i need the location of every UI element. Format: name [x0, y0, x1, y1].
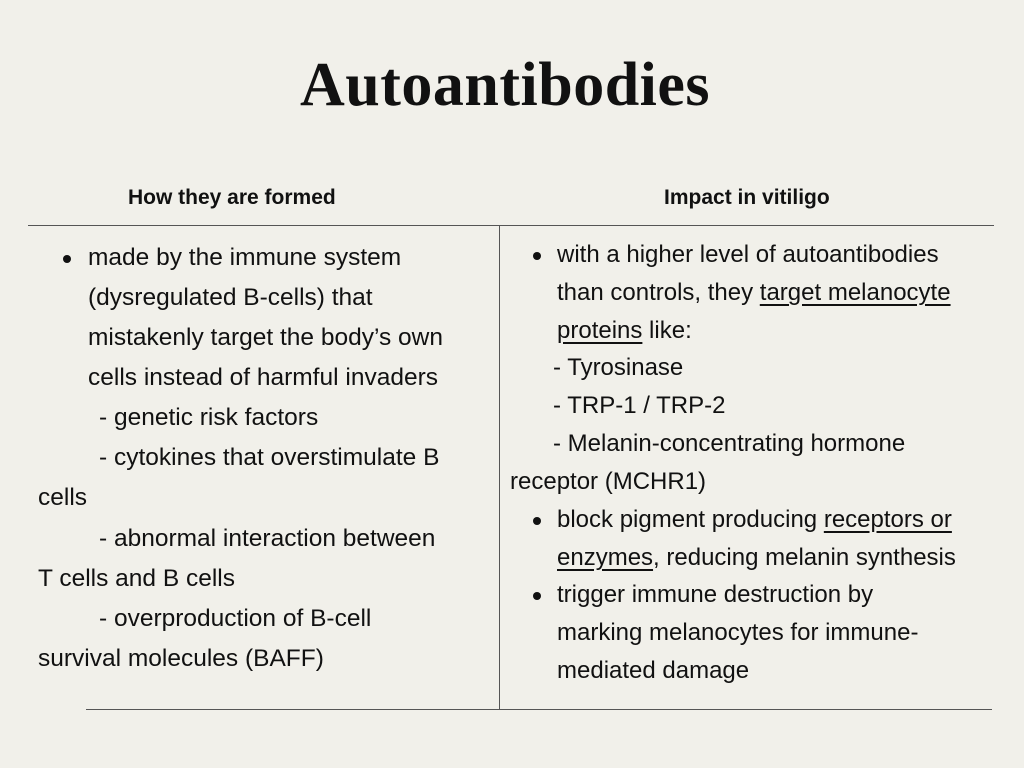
right-bullet-line: marking melanocytes for immune-: [557, 619, 919, 646]
right-bullet-line: than controls, they target melanocyte: [557, 279, 951, 306]
right-bullet-line: enzymes, reducing melanin synthesis: [557, 544, 956, 571]
column-header-formed: How they are formed: [128, 186, 336, 209]
left-sub-item-wrap: T cells and B cells: [38, 565, 235, 592]
left-sub-item: - abnormal interaction between: [99, 525, 436, 552]
left-bullet-line: mistakenly target the body’s own: [88, 324, 443, 351]
right-bullet-line: block pigment producing receptors or: [557, 506, 952, 533]
left-bullet-line: cells instead of harmful invaders: [88, 364, 438, 391]
right-sub-item: - Tyrosinase: [553, 354, 684, 381]
underlined-phrase: enzymes: [557, 544, 654, 571]
left-sub-item-wrap: cells: [38, 484, 88, 511]
right-sub-item: - Melanin-concentrating hormone: [553, 430, 906, 457]
left-bullet-line: (dysregulated B-cells) that: [88, 284, 373, 311]
right-bullet-line: proteins like:: [557, 317, 692, 344]
left-sub-item-wrap: survival molecules (BAFF): [38, 645, 324, 672]
left-sub-item: - genetic risk factors: [99, 404, 319, 431]
page-title: Autoantibodies: [299, 51, 711, 119]
column-header-impact: Impact in vitiligo: [664, 186, 830, 209]
column-divider: [499, 226, 500, 710]
right-sub-item: - TRP-1 / TRP-2: [553, 392, 726, 419]
bullet-dot: [533, 592, 541, 600]
left-bullet-line: made by the immune system: [88, 244, 402, 271]
header-divider: [28, 225, 994, 226]
right-bullet-line: trigger immune destruction by: [557, 581, 874, 608]
underlined-phrase: receptors or: [823, 506, 952, 533]
bullet-dot: [533, 517, 541, 525]
underlined-phrase: proteins: [557, 317, 643, 344]
right-sub-item-wrap: receptor (MCHR1): [510, 468, 707, 495]
bullet-dot: [533, 252, 541, 260]
left-sub-item: - cytokines that overstimulate B: [99, 444, 440, 471]
underlined-phrase: target melanocyte: [759, 279, 951, 306]
bullet-dot: [63, 255, 71, 263]
bottom-divider: [86, 709, 992, 710]
right-bullet-line: mediated damage: [557, 657, 750, 684]
left-sub-item: - overproduction of B-cell: [99, 605, 372, 632]
right-bullet-line: with a higher level of autoantibodies: [557, 241, 939, 268]
